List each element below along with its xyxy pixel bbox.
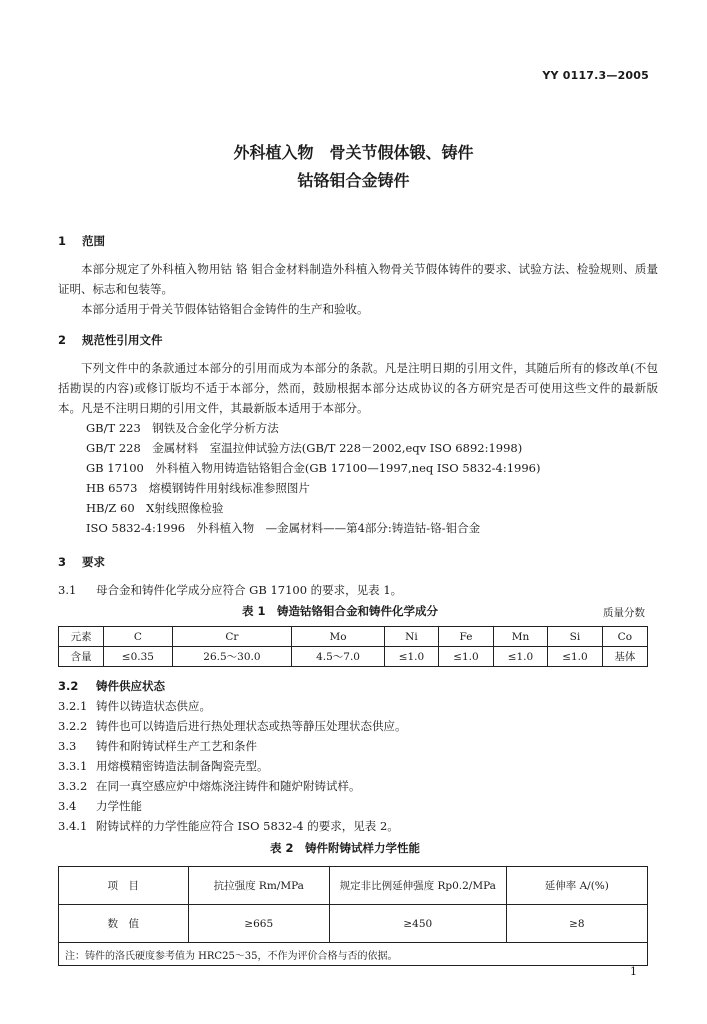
clause-3-2-2: 3.2.2 铸件也可以铸造后进行热处理状态或热等静压处理状态供应。: [58, 719, 407, 733]
document-code: YY 0117.3—2005: [542, 69, 649, 82]
clause-3-2-1: 3.2.1 铸件以铸造状态供应。: [58, 699, 211, 713]
document-title-line-1: 外科植入物 骨关节假体锻、铸件: [233, 143, 474, 162]
table-cell: Cr: [172, 627, 292, 647]
clause-3-3: 3.3 铸件和附铸试样生产工艺和条件: [58, 739, 257, 753]
table-cell: 26.5～30.0: [172, 647, 292, 667]
section-2-heading: 2 规范性引用文件: [58, 333, 163, 347]
table-cell: ≥8: [506, 905, 647, 943]
table-cell: Mn: [493, 627, 548, 647]
clause-3-4-1: 3.4.1 附铸试样的力学性能应符合 ISO 5832-4 的要求，见表 2。: [58, 819, 399, 833]
table-row: [59, 627, 648, 647]
section-3-heading: 3 要求: [58, 555, 105, 569]
clause-3-2: 3.2 铸件供应状态: [58, 679, 165, 693]
table-2-caption: 表 2 铸件附铸试样力学性能: [270, 841, 421, 855]
clause-3-4: 3.4 力学性能: [58, 799, 142, 813]
reference-item: HB/Z 60 X射线照像检验: [86, 501, 224, 515]
table-cell: ≤0.35: [104, 647, 172, 667]
table-row: [59, 867, 648, 905]
clauses-3-2-to-3-4-1: [58, 676, 658, 836]
table-1-unit: 质量分数: [603, 607, 645, 619]
section-2-paragraph: 下列文件中的条款通过本部分的引用而成为本部分的条款。凡是注明日期的引用文件，其随后所有的修改单(不包括勘误的内容)或修订版均不适于本部分，然而，鼓励根据本部分达成协议的各方研究是否可使用这些文件的最新版本。凡是不注明日期的引用文件，其最新版本适用于本部分。: [58, 361, 658, 415]
table-cell: C: [104, 627, 172, 647]
table-cell: Fe: [439, 627, 494, 647]
table-cell: 项 目: [59, 867, 189, 905]
table-cell: Si: [548, 627, 603, 647]
table-cell: ≤1.0: [548, 647, 603, 667]
page-number: 1: [630, 965, 637, 978]
document-title-line-2: 钴铬钼合金铸件: [297, 171, 410, 190]
section-1-paragraph-2: 本部分适用于骨关节假体钴铬钼合金铸件的生产和验收。: [81, 302, 369, 316]
reference-item: ISO 5832-4:1996 外科植入物 —金属材料——第4部分:铸造钴-铬-钼合金: [86, 521, 481, 535]
reference-item: HB 6573 熔模钢铸件用射线标准参照图片: [86, 481, 310, 495]
table-row: [59, 905, 648, 943]
table-1-caption: 表 1 铸造钴铬钼合金和铸件化学成分: [242, 604, 439, 618]
clause-3-3-1: 3.3.1 用熔模精密铸造法制备陶瓷壳型。: [58, 759, 269, 773]
table-cell: 含量: [59, 647, 104, 667]
table-1-chemical-composition: [58, 626, 648, 667]
table-row: [59, 647, 648, 667]
table-cell: Mo: [292, 627, 384, 647]
section-1: [58, 231, 658, 319]
table-cell: ≤1.0: [493, 647, 548, 667]
table-cell: ≥665: [188, 905, 329, 943]
section-3-heading-block: [58, 552, 658, 572]
table-cell: 4.5～7.0: [292, 647, 384, 667]
table-cell: 元素: [59, 627, 104, 647]
clause-3-1: 3.1 母合金和铸件化学成分应符合 GB 17100 的要求，见表 1。: [58, 583, 403, 597]
table-cell: 基体: [602, 647, 647, 667]
reference-item: GB/T 228 金属材料 室温拉伸试验方法(GB/T 228－2002,eqv ISO 6892:1998): [86, 441, 523, 455]
table-cell: 规定非比例延伸强度 Rp0.2/MPa: [329, 867, 506, 905]
table-cell: 数 值: [59, 905, 189, 943]
table-cell: Ni: [384, 627, 439, 647]
clause-3-3-2: 3.3.2 在同一真空感应炉中熔炼浇注铸件和随炉附铸试样。: [58, 779, 361, 793]
table-cell: ≥450: [329, 905, 506, 943]
section-2: [58, 330, 658, 538]
table-2-note: 注：铸件的洛氏硬度参考值为 HRC25～35，不作为评价合格与否的依据。: [59, 943, 648, 966]
reference-item: GB/T 223 钢铁及合金化学分析方法: [86, 421, 279, 435]
section-1-paragraph-1: 本部分规定了外科植入物用钴 铬 钼合金材料制造外科植入物骨关节假体铸件的要求、试验方法、检验规则、质量证明、标志和包装等。: [58, 262, 658, 296]
section-1-heading: 1 范围: [58, 234, 105, 248]
table-cell: 抗拉强度 Rm/MPa: [188, 867, 329, 905]
table-cell: ≤1.0: [384, 647, 439, 667]
table-cell: ≤1.0: [439, 647, 494, 667]
table-2-mechanical-properties: [58, 866, 648, 966]
reference-item: GB 17100 外科植入物用铸造钴铬钼合金(GB 17100—1997,neq ISO 5832-4:1996): [86, 461, 541, 475]
table-cell: Co: [602, 627, 647, 647]
table-cell: 延伸率 A/(%): [506, 867, 647, 905]
table-note-row: [59, 943, 648, 966]
